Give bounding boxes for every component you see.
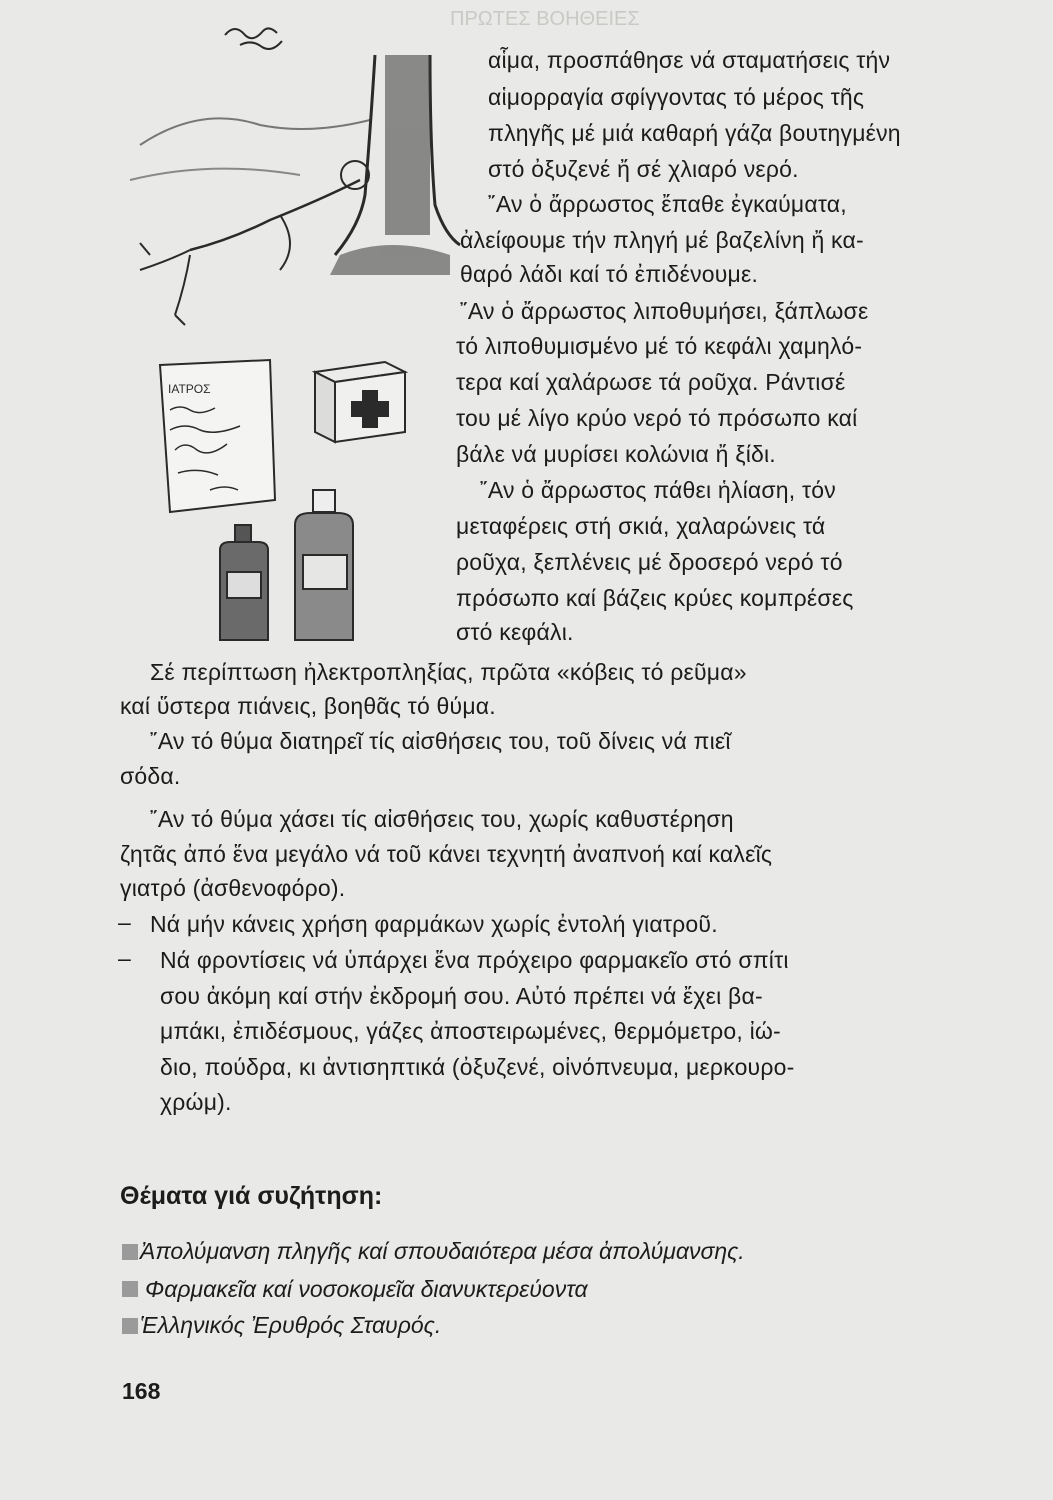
text-line: ροῦχα, ξεπλένεις μέ δροσερό νερό τό bbox=[456, 549, 843, 575]
bleed-through-header: ΠΡΩΤΕΣ ΒΟΗΘΕΙΕΣ bbox=[450, 8, 640, 30]
text-line: αἷμα, προσπάθησε νά σταματήσεις τήν bbox=[488, 47, 891, 73]
list-dash: – bbox=[118, 909, 131, 935]
first-aid-box-label: first-aid-box bbox=[305, 339, 389, 356]
text-line: Σέ περίπτωση ἠλεκτροπληξίας, πρῶτα «κόβεις τό ρεῦμα» bbox=[150, 659, 747, 685]
medicine-bottles-illustration bbox=[215, 477, 365, 660]
discussion-topic: Φαρμακεῖα καί νοσοκομεῖα διανυκτερεύοντα bbox=[145, 1276, 588, 1302]
text-line: πληγῆς μέ μιά καθαρή γάζα βουτηγμένη bbox=[488, 120, 901, 146]
first-aid-box-illustration bbox=[305, 339, 410, 452]
prescription-text: ΙΑΤΡΟΣ bbox=[168, 382, 211, 396]
text-line: ἀλείφουμε τήν πληγή μέ βαζελίνη ἤ κα- bbox=[460, 227, 864, 253]
text-line: ῎Αν ὁ ἄρρωστος ἔπαθε ἐγκαύματα, bbox=[488, 191, 847, 217]
discussion-topic: Ἑλληνικός Ἐρυθρός Σταυρός. bbox=[140, 1312, 442, 1338]
text-line: ῎Αν ὁ ἄρρωστος λιποθυμήσει, ξάπλωσε bbox=[460, 298, 869, 324]
list-item: Νά μήν κάνεις χρήση φαρμάκων χωρίς ἐντολή γιατροῦ. bbox=[150, 911, 718, 937]
text-line: ῎Αν τό θύμα διατηρεῖ τίς αἰσθήσεις του, τοῦ δίνεις νά πιεῖ bbox=[150, 728, 731, 754]
text-line: στό κεφάλι. bbox=[456, 619, 574, 645]
text-line: ῎Αν τό θύμα χάσει τίς αἰσθήσεις του, χωρίς καθυστέρηση bbox=[150, 806, 734, 832]
list-item-continued: χρώμ). bbox=[160, 1089, 232, 1115]
list-item: Νά φροντίσεις νά ὑπάρχει ἕνα πρόχειρο φαρμακεῖο στό σπίτι bbox=[160, 947, 789, 973]
text-line: καί ὕστερα πιάνεις, βοηθᾶς τό θύμα. bbox=[120, 693, 496, 719]
page-number: 168 bbox=[122, 1378, 161, 1404]
bottles-label: medicine-bottles bbox=[215, 477, 332, 494]
list-item-continued: σου ἀκόμη καί στήν ἐκδρομή σου. Αὐτό πρέπει νά ἔχει βα- bbox=[160, 983, 763, 1009]
square-bullet-icon bbox=[122, 1244, 138, 1260]
text-line: τό λιποθυμισμένο μέ τό κεφάλι χαμηλό- bbox=[456, 333, 863, 359]
text-line: σόδα. bbox=[120, 763, 181, 789]
text-line: του μέ λίγο κρύο νερό τό πρόσωπο καί bbox=[456, 405, 858, 431]
list-item-continued: μπάκι, ἐπιδέσμους, γάζες ἀποστειρωμένες, θερμόμετρο, ἰώ- bbox=[160, 1018, 781, 1044]
square-bullet-icon bbox=[122, 1281, 138, 1297]
text-line: αἱμορραγία σφίγγοντας τό μέρος τῆς bbox=[488, 84, 865, 110]
text-line: ῎Αν ὁ ἄρρωστος πάθει ἡλίαση, τόν bbox=[480, 477, 836, 503]
square-bullet-icon bbox=[122, 1318, 138, 1334]
list-dash: – bbox=[118, 945, 131, 971]
text-line: γιατρό (ἀσθενοφόρο). bbox=[120, 875, 346, 901]
text-line: τερα καί χαλάρωσε τά ροῦχα. Ράντισέ bbox=[456, 369, 846, 395]
text-line: ζητᾶς ἀπό ἕνα μεγάλο νά τοῦ κάνει τεχνητή ἀναπνοή καί καλεῖς bbox=[120, 841, 773, 867]
text-line: στό ὀξυζενέ ἤ σέ χλιαρό νερό. bbox=[488, 156, 799, 182]
discussion-topic: Ἀπολύμανση πληγῆς καί σπουδαιότερα μέσα ἀπολύμανσης. bbox=[140, 1238, 745, 1264]
text-line: πρόσωπο καί βάζεις κρύες κομπρέσες bbox=[456, 585, 854, 611]
tree-scene-illustration bbox=[130, 2, 460, 335]
text-line: μεταφέρεις στή σκιά, χαλαρώνεις τά bbox=[456, 513, 826, 539]
text-line: βάλε νά μυρίσει κολώνια ἤ ξίδι. bbox=[456, 441, 776, 467]
list-item-continued: διο, πούδρα, κι ἀντισηπτικά (ὀξυζενέ, οἰνόπνευμα, μερκουρο- bbox=[160, 1054, 795, 1080]
tree-scene-label: person-lying-under-tree bbox=[130, 2, 297, 19]
text-line: θαρό λάδι καί τό ἐπιδένουμε. bbox=[460, 261, 759, 287]
discussion-heading: Θέματα γιά συζήτηση: bbox=[120, 1182, 383, 1210]
